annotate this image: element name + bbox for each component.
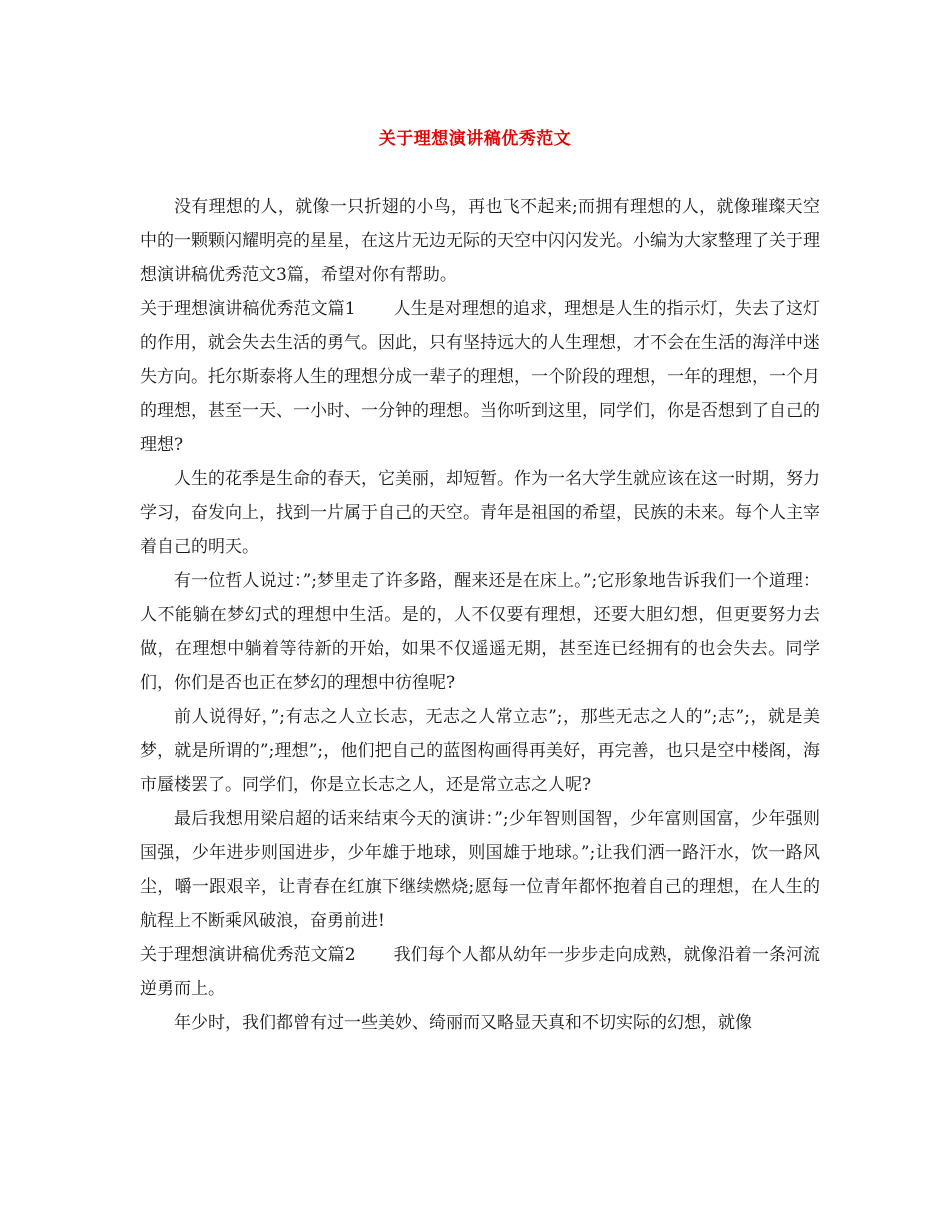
section-2-paragraph-2: 年少时，我们都曾有过一些美妙、绮丽而又略显天真和不切实际的幻想，就像	[174, 1013, 752, 1033]
section-2-opening	[140, 938, 820, 1006]
intro-paragraph: 没有理想的人，就像一只折翅的小鸟，再也飞不起来;而拥有理想的人，就像璀璨天空中的一颗颗闪耀明亮的星星，在这片无边无际的天空中闪闪发光。小编为大家整理了关于理想演讲稿优秀范文3篇，希望对你有帮助。	[140, 197, 820, 285]
section-2-first-text: 我们每个人都从幼年一步步走向成熟，就像沿着一条河流逆勇而上。	[140, 945, 820, 999]
section-1-first-text: 人生是对理想的追求，理想是人生的指示灯，失去了这灯的作用，就会失去生活的勇气。因此，只有坚持远大的人生理想，才不会在生活的海洋中迷失方向。托尔斯泰将人生的理想分成一辈子的理想，一个阶段的理想，一年的理想，一个月的理想，甚至一天、一小时、一分钟的理想。当你听到这里，同学们，你是否想到了自己的理想?	[140, 299, 820, 455]
section-1-paragraph-4: 前人说得好，”;有志之人立长志，无志之人常立志”;，那些无志之人的”;志”;，就是美梦，就是所谓的”;理想”;，他们把自己的蓝图构画得再美好，再完善，也只是空中楼阁，海市蜃楼罢了。同学们，你是立长志之人，还是常立志之人呢?	[140, 707, 820, 795]
section-2-heading: 关于理想演讲稿优秀范文篇2	[140, 945, 356, 965]
section-1-opening	[140, 292, 820, 462]
document-title: 关于理想演讲稿优秀范文	[378, 129, 572, 149]
section-1-paragraph-3: 有一位哲人说过：”;梦里走了许多路，醒来还是在床上。”;它形象地告诉我们一个道理：人不能躺在梦幻式的理想中生活。是的，人不仅要有理想，还要大胆幻想，但更要努力去做，在理想中躺着等待新的开始，如果不仅遥遥无期，甚至连已经拥有的也会失去。同学们，你们是否也正在梦幻的理想中彷徨呢?	[140, 571, 820, 693]
document-body	[140, 190, 820, 1040]
section-1-paragraph-2: 人生的花季是生命的春天，它美丽，却短暂。作为一名大学生就应该在这一时期，努力学习，奋发向上，找到一片属于自己的天空。青年是祖国的希望，民族的未来。每个人主宰着自己的明天。	[140, 469, 820, 557]
section-1-heading: 关于理想演讲稿优秀范文篇1	[140, 299, 356, 319]
section-1-paragraph-5: 最后我想用梁启超的话来结束今天的演讲：”;少年智则国智，少年富则国富，少年强则国强，少年进步则国进步，少年雄于地球，则国雄于地球。”;让我们洒一路汗水，饮一路风尘，嚼一跟艰辛，让青春在红旗下继续燃烧;愿每一位青年都怀抱着自己的理想，在人生的航程上不断乘风破浪，奋勇前进!	[140, 809, 820, 931]
